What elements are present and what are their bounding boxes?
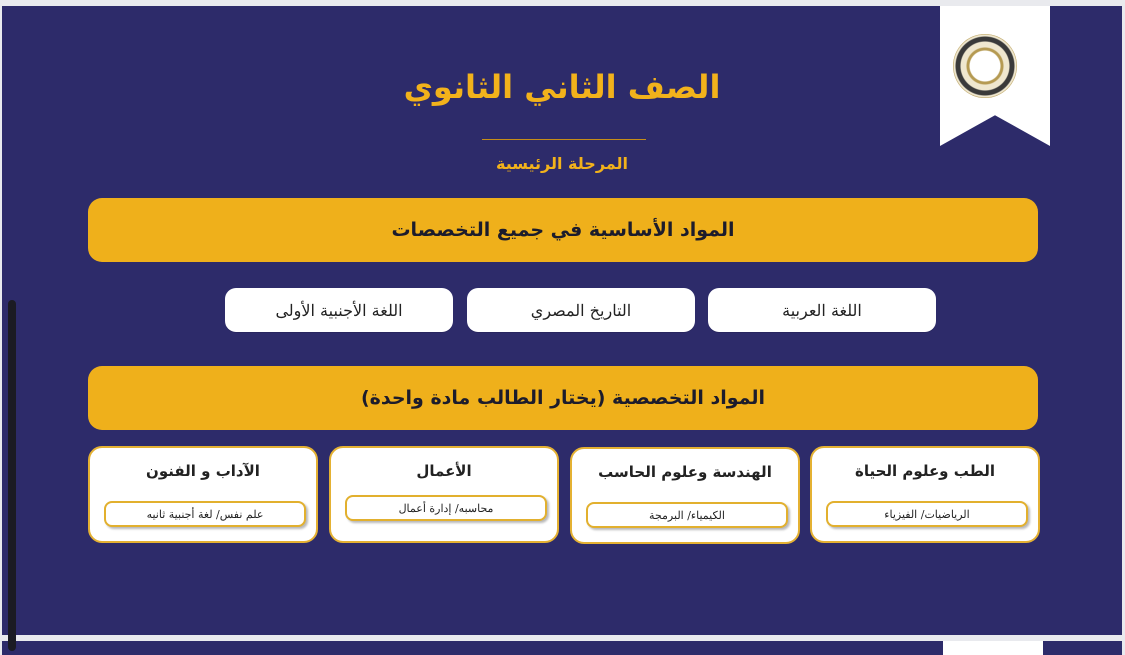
slide-title: الصف الثاني الثانوي (403, 68, 721, 106)
track-subjects: علم نفس/ لغة أجنبية ثانيه (104, 501, 306, 527)
track-title: الأعمال (416, 462, 472, 480)
track-title: الطب وعلوم الحياة (855, 462, 995, 480)
core-subjects-header: المواد الأساسية في جميع التخصصات (88, 198, 1038, 262)
track-subjects: الكيمياء/ البرمجة (586, 502, 788, 528)
track-card-arts (88, 446, 318, 543)
specialized-subjects-header: المواد التخصصية (يختار الطالب مادة واحدة) (88, 366, 1038, 430)
track-card-medicine (810, 446, 1040, 543)
core-subject-egyptian-history: التاريخ المصري (467, 288, 695, 332)
slide-subtitle: المرحلة الرئيسية (495, 154, 628, 173)
track-card-engineering (570, 447, 800, 544)
track-title: الآداب و الفنون (146, 462, 260, 480)
track-card-business (329, 446, 559, 543)
title-divider (482, 139, 646, 140)
slide (2, 6, 1122, 635)
next-slide-ribbon (943, 641, 1043, 655)
core-subject-first-foreign-language: اللغة الأجنبية الأولى (225, 288, 453, 332)
vertical-scrollbar-thumb[interactable] (8, 300, 16, 651)
track-title: الهندسة وعلوم الحاسب (598, 463, 772, 481)
track-subjects: الرياضيات/ الفيزياء (826, 501, 1028, 527)
track-subjects: محاسبه/ إدارة أعمال (345, 495, 547, 521)
core-subject-arabic: اللغة العربية (708, 288, 936, 332)
